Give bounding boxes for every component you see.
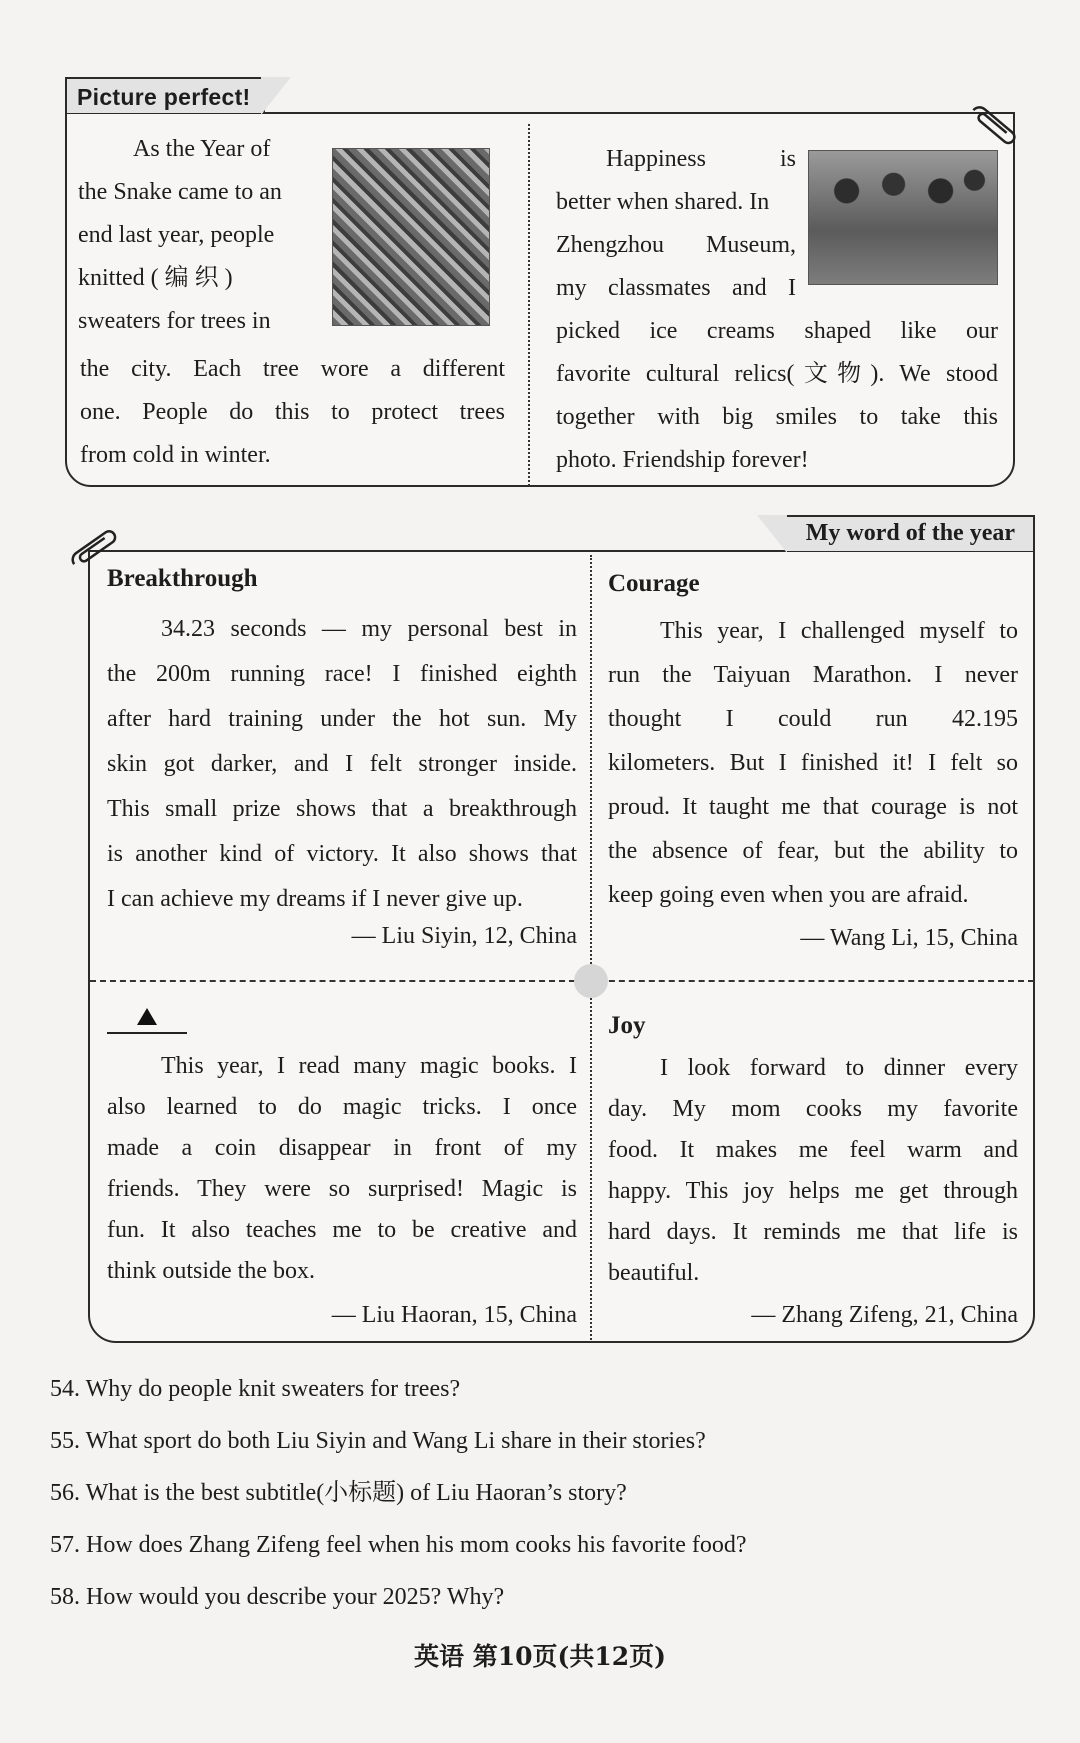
story-line: together with big smiles to take this (556, 404, 998, 430)
story-line: from cold in winter. (80, 442, 271, 468)
museum-group-photo (808, 150, 998, 285)
story-line: I look forward to dinner every (660, 1055, 1018, 1081)
tree-sweater-photo (332, 148, 490, 326)
joy-heading: Joy (608, 1012, 646, 1039)
story-line: one. People do this to protect trees (80, 399, 505, 425)
courage-heading: Courage (608, 570, 700, 597)
page-footer: 英语 第10页(共12页) (414, 1642, 666, 1671)
story-line: This year, I challenged myself to (660, 618, 1018, 644)
joy-story (608, 1048, 1018, 1294)
story-line: This year, I read many magic books. I (161, 1053, 577, 1079)
story-line: This small prize shows that a breakthrough (107, 796, 577, 822)
story-line: end last year, people (78, 222, 275, 248)
story-line: proud. It taught me that courage is not (608, 794, 1018, 820)
magic-story (107, 1046, 577, 1292)
story-line: the Snake came to an (78, 179, 282, 205)
story-line: better when shared. In (556, 189, 770, 215)
story-line: picked ice creams shaped like our (556, 318, 998, 344)
question-57: 57. How does Zhang Zifeng feel when his mom cooks his favorite food? (50, 1532, 747, 1558)
question-56: 56. What is the best subtitle(小标题) of Liu Haoran’s story? (50, 1480, 627, 1506)
story-line: skin got darker, and I felt stronger inside. (107, 751, 577, 777)
tree-sweater-story-top (78, 128, 318, 343)
breakthrough-signature: — Liu Siyin, 12, China (351, 923, 577, 949)
question-55: 55. What sport do both Liu Siyin and Wang Li share in their stories? (50, 1428, 706, 1454)
story-line: keep going even when you are afraid. (608, 882, 969, 908)
story-line: hard days. It reminds me that life is (608, 1219, 1018, 1245)
museum-story-top (556, 138, 796, 310)
story-line: made a coin disappear in front of my (107, 1135, 577, 1161)
museum-story-bottom (556, 310, 998, 482)
subtitle-blank-line (107, 1032, 187, 1034)
breakthrough-heading: Breakthrough (107, 565, 258, 592)
courage-story (608, 609, 1018, 917)
question-54: 54. Why do people knit sweaters for trees? (50, 1376, 461, 1402)
word-of-year-title: My word of the year (785, 515, 1035, 551)
story-line: As the Year of (133, 136, 271, 162)
joy-signature: — Zhang Zifeng, 21, China (751, 1302, 1018, 1328)
picture-perfect-title: Picture perfect! (65, 77, 265, 113)
story-line: sweaters for trees in (78, 308, 271, 334)
story-line: thought I could run 42.195 (608, 706, 1018, 732)
story-line: run the Taiyuan Marathon. I never (608, 662, 1018, 688)
courage-signature: — Wang Li, 15, China (800, 925, 1018, 951)
story-line: fun. It also teaches me to be creative and (107, 1217, 577, 1243)
question-58: 58. How would you describe your 2025? Why? (50, 1584, 505, 1610)
story-line: day. My mom cooks my favorite (608, 1096, 1018, 1122)
story-line: beautiful. (608, 1260, 700, 1286)
story-line: kilometers. But I finished it! I felt so (608, 750, 1018, 776)
story-line: food. It makes me feel warm and (608, 1137, 1018, 1163)
story-line: happy. This joy helps me get through (608, 1178, 1018, 1204)
story-line: Happiness is (606, 146, 796, 172)
word-of-year-horizontal-divider (90, 980, 1034, 982)
blank-marker-icon (137, 1008, 157, 1025)
story-line: the city. Each tree wore a different (80, 356, 505, 382)
story-line: 34.23 seconds — my personal best in (161, 616, 577, 642)
story-line: my classmates and I (556, 275, 796, 301)
breakthrough-story (107, 607, 577, 922)
story-line: photo. Friendship forever! (556, 447, 809, 473)
story-line: Zhengzhou Museum, (556, 232, 796, 258)
story-line: knitted ( 编 织 ) (78, 265, 233, 291)
story-line: the 200m running race! I finished eighth (107, 661, 577, 687)
story-line: friends. They were so surprised! Magic is (107, 1176, 577, 1202)
story-line: also learned to do magic tricks. I once (107, 1094, 577, 1120)
story-line: favorite cultural relics(文物). We stood (556, 361, 998, 387)
story-line: think outside the box. (107, 1258, 315, 1284)
picture-perfect-divider (528, 124, 530, 486)
story-line: I can achieve my dreams if I never give up. (107, 886, 523, 912)
tree-sweater-story-bottom (80, 348, 505, 477)
word-of-year-vertical-divider (590, 555, 592, 1340)
story-line: after hard training under the hot sun. My (107, 706, 577, 732)
divider-knot (574, 964, 608, 998)
magic-signature: — Liu Haoran, 15, China (331, 1302, 577, 1328)
story-line: is another kind of victory. It also shows that (107, 841, 577, 867)
story-line: the absence of fear, but the ability to (608, 838, 1018, 864)
